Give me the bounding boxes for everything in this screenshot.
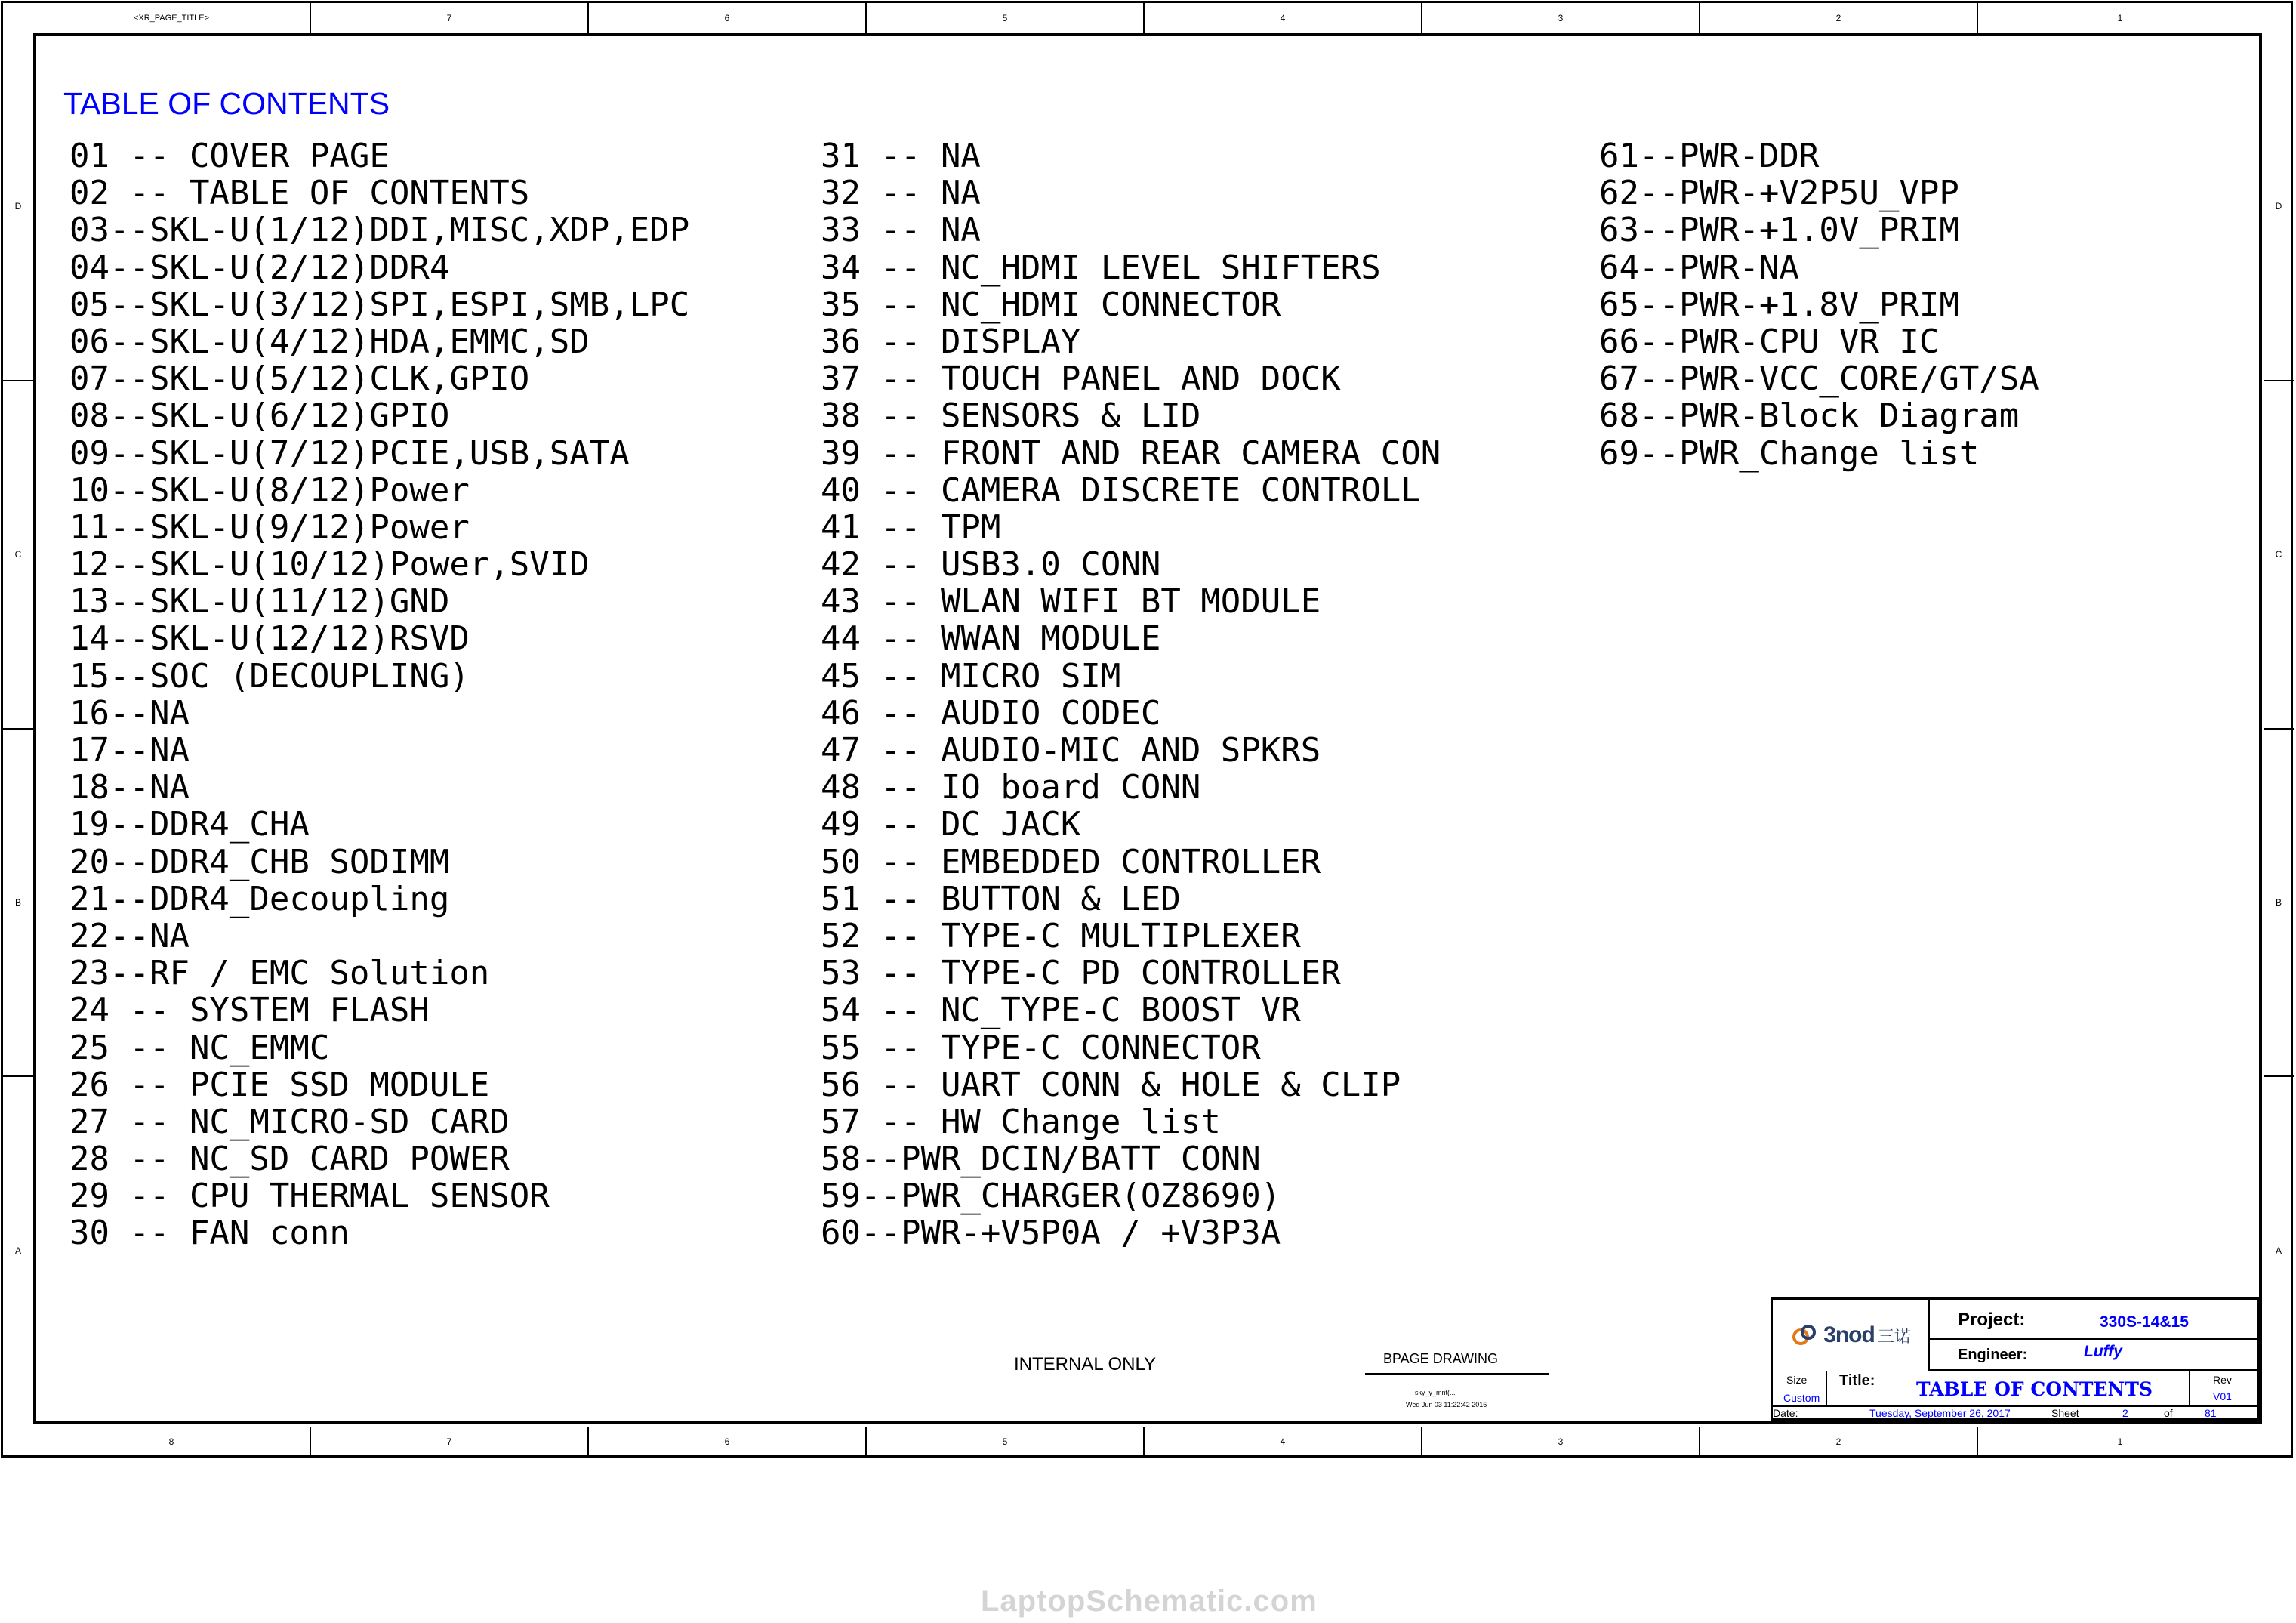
title-row xyxy=(1773,1371,2257,1407)
toc-entry: 65--PWR-+1.8V_PRIM xyxy=(1599,285,1959,324)
logo-text: 3nod xyxy=(1823,1322,1875,1347)
toc-entry: 15--SOC (DECOUPLING) xyxy=(69,656,470,696)
toc-entry: 42 -- USB3.0 CONN xyxy=(821,545,1161,585)
of-value: 81 xyxy=(2205,1407,2217,1419)
zone-label: 3 xyxy=(1422,1427,1700,1457)
toc-entry: 14--SKL-U(12/12)RSVD xyxy=(69,619,470,659)
bottom-zone-ruler xyxy=(33,1427,2262,1457)
zone-label: B xyxy=(2264,730,2294,1078)
toc-entry: 31 -- NA xyxy=(821,137,981,175)
toc-entry: 54 -- NC_TYPE-C BOOST VR xyxy=(821,991,1301,1030)
toc-entry: 49 -- DC JACK xyxy=(821,805,1081,844)
toc-entry: 25 -- NC_EMMC xyxy=(69,1028,330,1067)
toc-entry: 55 -- TYPE-C CONNECTOR xyxy=(821,1028,1261,1067)
rev-value: V01 xyxy=(2213,1390,2232,1402)
logo-cn-text: 三诺 xyxy=(1877,1326,1911,1346)
size-cell xyxy=(1773,1371,1827,1407)
sheet-value: 2 xyxy=(2122,1407,2128,1419)
zone-label: 3 xyxy=(1422,3,1700,33)
title-label: Title: xyxy=(1839,1372,1875,1389)
toc-entry: 38 -- SENSORS & LID xyxy=(821,396,1201,436)
toc-entry: 36 -- DISPLAY xyxy=(821,322,1081,361)
toc-column-1 xyxy=(69,137,689,1252)
toc-entry: 57 -- HW Change list xyxy=(821,1102,1221,1141)
toc-entry: 11--SKL-U(9/12)Power xyxy=(69,508,470,547)
zone-label: 5 xyxy=(867,1427,1145,1457)
project-value: 330S-14&15 xyxy=(2100,1313,2189,1331)
toc-entry: 08--SKL-U(6/12)GPIO xyxy=(69,396,450,436)
toc-entry: 29 -- CPU THERMAL SENSOR xyxy=(69,1177,550,1216)
toc-entry: 19--DDR4_CHA xyxy=(69,805,310,844)
zone-label: 1 xyxy=(2117,13,2123,23)
zone-label: C xyxy=(2264,381,2294,730)
toc-entry: 28 -- NC_SD CARD POWER xyxy=(69,1140,510,1179)
zone-label: 4 xyxy=(1145,3,1422,33)
top-zone-ruler xyxy=(33,3,2262,33)
zone-label: 4 xyxy=(1145,1427,1422,1457)
date-value: Tuesday, September 26, 2017 xyxy=(1869,1407,2011,1419)
toc-entry: 44 -- WWAN MODULE xyxy=(821,619,1161,659)
toc-entry: 37 -- TOUCH PANEL AND DOCK xyxy=(821,359,1341,399)
rev-cell xyxy=(2189,1371,2257,1407)
toc-entry: 06--SKL-U(4/12)HDA,EMMC,SD xyxy=(69,322,590,361)
toc-entry: 12--SKL-U(10/12)Power,SVID xyxy=(69,545,590,585)
toc-entry: 09--SKL-U(7/12)PCIE,USB,SATA xyxy=(69,434,630,473)
internal-only-label: INTERNAL ONLY xyxy=(1014,1354,1157,1375)
watermark: LaptopSchematic.com xyxy=(981,1584,1318,1618)
zone-label: 1 xyxy=(2117,1436,2123,1447)
zone-label: C xyxy=(3,381,33,730)
toc-entry: 67--PWR-VCC_CORE/GT/SA xyxy=(1599,359,2039,399)
of-label: of xyxy=(2164,1407,2173,1419)
zone-label: 2 xyxy=(1700,3,1978,33)
toc-entry: 64--PWR-NA xyxy=(1599,248,1799,287)
toc-column-3 xyxy=(1599,137,2039,472)
toc-entry: 52 -- TYPE-C MULTIPLEXER xyxy=(821,916,1301,955)
bpage-timestamp: Wed Jun 03 11:22:42 2015 xyxy=(1406,1401,1487,1409)
toc-entry: 04--SKL-U(2/12)DDR4 xyxy=(69,248,450,287)
toc-entry: 03--SKL-U(1/12)DDI,MISC,XDP,EDP xyxy=(69,211,690,250)
toc-entry: 60--PWR-+V5P0A / +V3P3A xyxy=(821,1214,1281,1253)
toc-entry: 41 -- TPM xyxy=(821,508,1001,547)
toc-entry: 17--NA xyxy=(69,731,190,770)
left-zone-ruler xyxy=(3,33,33,1424)
title-block xyxy=(1771,1297,2259,1421)
zone-label: 7 xyxy=(311,3,589,33)
right-zone-ruler xyxy=(2264,33,2294,1424)
toc-entry: 51 -- BUTTON & LED xyxy=(821,879,1181,918)
zone-label: 7 xyxy=(311,1427,589,1457)
engineer-row xyxy=(1930,1340,2257,1371)
toc-entry: 35 -- NC_HDMI CONNECTOR xyxy=(821,285,1281,324)
zone-label: A xyxy=(14,1245,21,1256)
page-title-field: <XR_PAGE_TITLE> xyxy=(33,3,311,33)
zone-label: 8 xyxy=(33,1427,311,1457)
toc-entry: 05--SKL-U(3/12)SPI,ESPI,SMB,LPC xyxy=(69,285,690,324)
toc-entry: 66--PWR-CPU VR IC xyxy=(1599,322,1940,361)
zone-label: 6 xyxy=(589,3,867,33)
toc-entry: 34 -- NC_HDMI LEVEL SHIFTERS xyxy=(821,248,1381,287)
toc-entry: 63--PWR-+1.0V_PRIM xyxy=(1599,211,1959,250)
toc-entry: 58--PWR_DCIN/BATT CONN xyxy=(821,1140,1261,1179)
toc-entry: 24 -- SYSTEM FLASH xyxy=(69,991,430,1030)
toc-entry: 61--PWR-DDR xyxy=(1599,137,1820,175)
zone-label: D xyxy=(2264,33,2294,381)
toc-entry: 62--PWR-+V2P5U_VPP xyxy=(1599,174,1959,213)
engineer-value: Luffy xyxy=(2084,1343,2122,1360)
toc-entry: 30 -- FAN conn xyxy=(69,1214,350,1253)
toc-heading: TABLE OF CONTENTS xyxy=(63,86,390,121)
sheet-label: Sheet xyxy=(2051,1407,2079,1419)
zone-label: 6 xyxy=(589,1427,867,1457)
toc-entry: 26 -- PCIE SSD MODULE xyxy=(69,1065,490,1104)
toc-entry: 68--PWR-Block Diagram xyxy=(1599,396,2020,436)
bpage-author: sky_y_mnt(... xyxy=(1415,1389,1456,1396)
toc-entry: 20--DDR4_CHB SODIMM xyxy=(69,842,450,881)
project-row xyxy=(1930,1300,2257,1340)
engineer-label: Engineer: xyxy=(1958,1347,2028,1363)
zone-label: A xyxy=(2275,1245,2282,1256)
size-value: Custom xyxy=(1783,1392,1820,1404)
zone-label: 5 xyxy=(867,3,1145,33)
toc-entry: 56 -- UART CONN & HOLE & CLIP xyxy=(821,1065,1401,1104)
company-logo xyxy=(1773,1300,1930,1371)
date-row xyxy=(1773,1407,2257,1421)
bpage-drawing-label: BPAGE DRAWING xyxy=(1365,1351,1549,1375)
zone-label: D xyxy=(3,33,33,381)
date-label: Date: xyxy=(1773,1407,1798,1419)
project-label: Project: xyxy=(1958,1310,2026,1330)
toc-column-2 xyxy=(821,137,1441,1252)
rev-label: Rev xyxy=(2213,1374,2232,1386)
toc-entry: 02 -- TABLE OF CONTENTS xyxy=(69,174,530,213)
title-value: TABLE OF CONTENTS xyxy=(1916,1378,2153,1400)
toc-entry: 22--NA xyxy=(69,916,190,955)
toc-entry: 21--DDR4_Decoupling xyxy=(69,879,450,918)
toc-entry: 39 -- FRONT AND REAR CAMERA CON xyxy=(821,434,1441,473)
toc-entry: 27 -- NC_MICRO-SD CARD xyxy=(69,1102,510,1141)
toc-entry: 69--PWR_Change list xyxy=(1599,434,1980,473)
toc-entry: 32 -- NA xyxy=(821,174,981,213)
toc-entry: 40 -- CAMERA DISCRETE CONTROLL xyxy=(821,471,1421,510)
toc-entry: 53 -- TYPE-C PD CONTROLLER xyxy=(821,954,1341,993)
toc-entry: 43 -- WLAN WIFI BT MODULE xyxy=(821,582,1321,622)
zone-label: B xyxy=(3,730,33,1078)
toc-entry: 47 -- AUDIO-MIC AND SPKRS xyxy=(821,731,1321,770)
toc-entry: 48 -- IO board CONN xyxy=(821,768,1201,807)
toc-entry: 10--SKL-U(8/12)Power xyxy=(69,471,470,510)
toc-entry: 01 -- COVER PAGE xyxy=(69,137,390,175)
logo-swirl-icon xyxy=(1790,1320,1820,1350)
toc-entry: 16--NA xyxy=(69,693,190,733)
toc-entry: 46 -- AUDIO CODEC xyxy=(821,693,1161,733)
zone-label: 2 xyxy=(1700,1427,1978,1457)
toc-entry: 33 -- NA xyxy=(821,211,981,250)
toc-entry: 59--PWR_CHARGER(OZ8690) xyxy=(821,1177,1281,1216)
toc-entry: 23--RF / EMC Solution xyxy=(69,954,490,993)
toc-entry: 50 -- EMBEDDED CONTROLLER xyxy=(821,842,1321,881)
toc-entry: 13--SKL-U(11/12)GND xyxy=(69,582,450,622)
size-label: Size xyxy=(1786,1374,1808,1386)
toc-entry: 18--NA xyxy=(69,768,190,807)
toc-entry: 45 -- MICRO SIM xyxy=(821,656,1121,696)
toc-entry: 07--SKL-U(5/12)CLK,GPIO xyxy=(69,359,530,399)
